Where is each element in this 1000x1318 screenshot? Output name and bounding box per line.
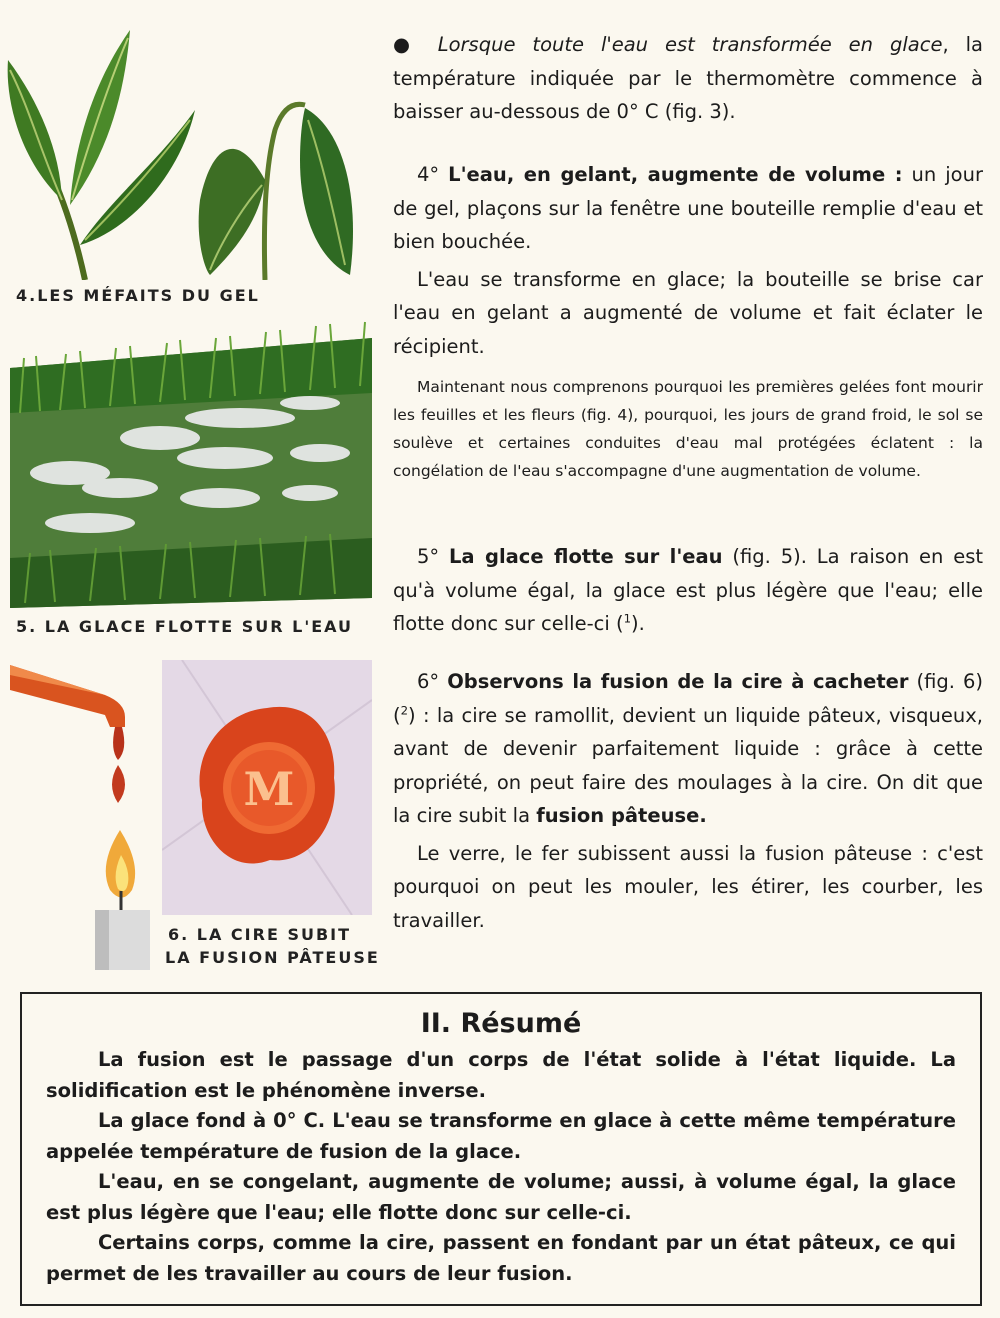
paragraph-thermometer: ● Lorsque toute l'eau est transformée en glace, la température indiquée par le thermomètre commence à baisser au-dessous de 0° C (fig. 3). bbox=[393, 33, 983, 123]
section-6 bbox=[393, 665, 983, 937]
resume-box bbox=[20, 992, 982, 1306]
resume-paragraph: Certains corps, comme la cire, passent en fondant par un état pâteux, ce qui permet de les travailler au cours de leur fusion. bbox=[46, 1231, 956, 1285]
text-column bbox=[393, 28, 983, 129]
resume-text bbox=[46, 1045, 956, 1289]
figure-4-caption: 4.LES MÉFAITS DU GEL bbox=[16, 286, 260, 305]
figure-6-caption-line2: LA FUSION PÂTEUSE bbox=[165, 948, 380, 967]
resume-paragraph: L'eau, en se congelant, augmente de volume; aussi, à volume égal, la glace est plus légère que l'eau; elle flotte donc sur celle-ci. bbox=[46, 1170, 956, 1224]
figure-6-caption-line1: 6. LA CIRE SUBIT bbox=[168, 925, 352, 944]
section-4-explanation: Maintenant nous comprenons pourquoi les premières gelées font mourir les feuilles et les fleurs (fig. 4), pourquoi, les jours de grand froid, le sol se soulève et certaines conduites d'eau mal protégées éclatent : la congélation de l'eau s'accompagne d'une augmentation de volume. bbox=[393, 378, 983, 480]
wax-seal-illustration bbox=[162, 660, 372, 915]
section-4-intro: 4° L'eau, en gelant, augmente de volume : un jour de gel, plaçons sur la fenêtre une bouteille remplie d'eau et bien bouchée. bbox=[393, 163, 983, 253]
resume-paragraph: La glace fond à 0° C. L'eau se transforme en glace à cette même température appelée température de fusion de la glace. bbox=[46, 1109, 956, 1163]
resume-heading: II. Résumé bbox=[420, 1008, 582, 1039]
section-5 bbox=[393, 540, 983, 641]
ice-floating-on-water-illustration bbox=[10, 318, 372, 608]
frost-damaged-leaves-illustration bbox=[0, 30, 370, 280]
section-4-bottle: L'eau se transforme en glace; la bouteille se brise car l'eau en gelant a augmenté de volume et fait éclater le récipient. bbox=[393, 267, 983, 358]
section-6-glass-iron: Le verre, le fer subissent aussi la fusion pâteuse : c'est pourquoi on peut les mouler, les étirer, les courber, les travailler. bbox=[393, 841, 983, 932]
resume-paragraph: La fusion est le passage d'un corps de l'état solide à l'état liquide. La solidification est le phénomène inverse. bbox=[46, 1048, 956, 1102]
seal-letter: M bbox=[243, 762, 295, 816]
figure-5-caption: 5. LA GLACE FLOTTE SUR L'EAU bbox=[16, 617, 354, 636]
section-6-text: 6° Observons la fusion de la cire à cacheter (fig. 6) ($^2$) : la cire se ramollit, devient un liquide pâteux, visqueux, avant de devenir parfaitement liquide : grâce à cette propriété, on peut faire des moulages à la cire. On dit que la cire subit la fusion pâteuse. bbox=[393, 670, 983, 827]
wax-and-candle-illustration bbox=[10, 655, 160, 970]
section-5-text: 5° La glace flotte sur l'eau (fig. 5). La raison en est qu'à volume égal, la glace est plus légère que l'eau; elle flotte donc sur celle-ci ($^1$). bbox=[393, 545, 983, 635]
section-4 bbox=[393, 158, 983, 485]
